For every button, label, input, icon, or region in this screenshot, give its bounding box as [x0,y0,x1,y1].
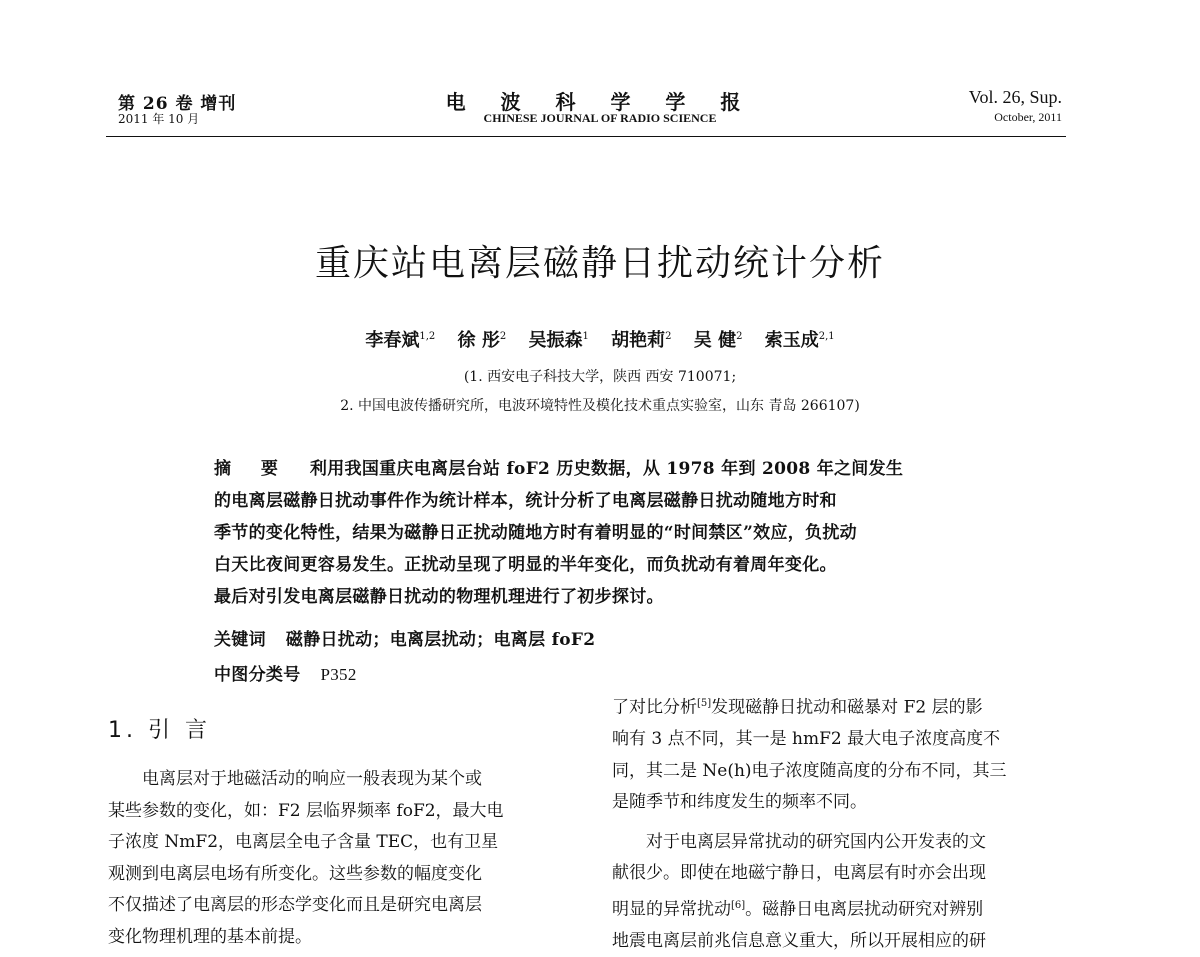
abstract-line: 的电离层磁静日扰动事件作为统计样本，统计分析了电离层磁静日扰动随地方时和 [214,491,837,511]
author: 胡艳莉$^2$ [611,330,672,351]
paper-title: 重庆站电离层磁静日扰动统计分析 [314,243,885,284]
journal-date-en: October, 2011 [994,110,1062,124]
paragraph-line: 了对比分析[5]发现磁静日扰动和磁暴对 F2 层的影 [612,697,983,718]
paragraph-line: 子浓度 NmF2，电离层全电子含量 TEC，也有卫星 [108,832,499,852]
abstract-line: 季节的变化特性，结果为磁静日正扰动随地方时有着明显的“时间禁区”效应，负扰动 [214,523,857,543]
journal-date: 2011 年 10 月 [118,112,200,126]
citation-ref[interactable]: [6] [731,899,746,911]
paragraph-line: 观测到电离层电场有所变化。这些参数的幅度变化 [108,863,482,884]
paragraph-line: 变化物理机理的基本前提。 [108,926,312,947]
author-list [0,326,1200,352]
classification-label: 中图分类号 [214,665,301,685]
paragraph-line: 献很少。即使在地磁宁静日，电离层有时亦会出现 [612,863,986,884]
paragraph-line: 某些参数的变化，如：F2 层临界频率 foF2，最大电 [108,800,504,821]
affiliation-1: (1. 西安电子科技大学，陕西 西安 710071; [463,369,737,385]
author: 徐 彤$^2$ [457,330,507,351]
section-heading: 1. 引 言 [108,718,211,743]
citation-ref[interactable]: [5] [697,698,712,709]
paragraph-line: 电离层对于地磁活动的响应一般表现为某个或 [142,769,482,789]
author: 吴 健$^2$ [693,330,743,351]
paragraph-line: 是随季节和纬度发生的频率不同。 [612,792,867,813]
abstract-line: 摘 要 利用我国重庆电离层台站 foF2 历史数据，从 1978 年到 2008 年之间发生 [214,459,904,479]
author: 索玉成$^{2,1}$ [764,330,835,351]
abstract-line: 白天比夜间更容易发生。正扰动呈现了明显的半年变化，而负扰动有着周年变化。 [214,555,837,575]
journal-volume-en: Vol. 26, Sup. [968,87,1062,107]
author: 吴振森$^1$ [528,330,589,351]
paragraph-line: 响有 3 点不同，其一是 hmF2 最大电子浓度高度不 [612,729,1001,750]
abstract-label: 摘 要 [214,459,290,479]
journal-name-en: CHINESE JOURNAL OF RADIO SCIENCE [483,111,717,125]
left-column [108,764,576,953]
affiliation-2: 2. 中国电波传播研究所，电波环境特性及模化技术重点实验室，山东 青岛 266107) [340,398,860,414]
header-rule [106,136,1066,137]
right-column [612,688,1082,957]
keywords-value: 磁静日扰动；电离层扰动；电离层 foF2 [285,630,596,650]
paragraph-line: 地震电离层前兆信息意义重大，所以开展相应的研 [612,930,986,951]
paragraph-line: 明显的异常扰动[6]。磁静日电离层扰动研究对辨别 [612,899,984,920]
abstract-line: 最后对引发电离层磁静日扰动的物理机理进行了初步探讨。 [214,587,664,607]
paragraph-line: 不仅描述了电离层的形态学变化而且是研究电离层 [108,895,482,915]
journal-name-cn: 电 波 科 学 学 报 [445,90,755,114]
keywords [214,625,980,655]
classification [214,660,980,690]
classification-value: P352 [320,665,357,684]
paragraph-line: 对于电离层异常扰动的研究国内公开发表的文 [646,831,986,852]
keywords-label: 关键词 [214,630,266,650]
journal-volume: 第 26 卷 增刊 [118,94,237,114]
paragraph-line: 同，其二是 Ne(h)电子浓度随高度的分布不同，其三 [612,760,1007,781]
author: 李春斌$^{1,2}$ [365,330,436,351]
